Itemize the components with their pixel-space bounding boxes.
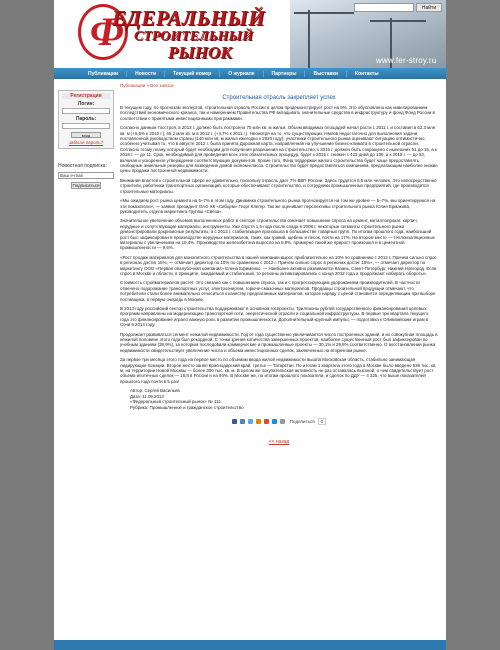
article-paragraph: Стоимость стройматериалов растет. Это связано как с повышением спроса, так и с прогрессирующим удорожанием производителей. В частности отмечено подорожание транспортных услуг, электроэнергии, горюче-смазочных материалов. Продавцы строительной продукции отмечают, что потребители стали более внимательно относиться к качеству предлагаемых материалов, которое наряду с ценой становится определяющим при выборе поставщика, в первую очередь в Москве. xyxy=(120,280,436,302)
nav-item-about[interactable]: О журнале xyxy=(220,71,263,77)
article-paragraph: «Мы ожидаем рост рынка цемента на 5–7% в этом году. Динамика строительного рынка прогнозируется на том же уровне — 5–7%, мы ориентируемся на эти показатели», — заявил президент ОАО ХК «Сибцем» Георг Клегер. Так же оценивает перспективы строительного рынка Юлия Ермакова, руководитель отдела маркетинга Группы «Свеза». xyxy=(120,198,436,214)
nav-item-contacts[interactable]: Контакты xyxy=(355,70,379,77)
nav-item-current-issue[interactable]: Текущий номер xyxy=(165,71,220,77)
more-share-icon[interactable] xyxy=(280,419,285,424)
share-label[interactable]: Поделиться xyxy=(289,418,315,424)
forgot-password-link[interactable]: забыли пароль? xyxy=(68,140,104,145)
article-paragraph: Внимания властей к строительной сфере не удивительно, поскольку отрасль дает 7% ВВП России. Здесь трудятся 5,5 млн человек. Это непосредственно строители, работники транспортных организаций, которые обеспечивают строительство, и сотрудники промышленных предприятий, где производятся строительные материалы. xyxy=(120,177,437,194)
article-paragraph: «Рост продаж материалов для монолитного строительства в нашей компании вырос приблизительно на 10% по сравнению с 2012 г. Причем сильно спрос в регионах достиг 15%, — отмечает директор по 10% по сравнению с 2012 г. Причем сильно спрос в регионах достиг 15%», — отмечает директор по маркетингу ООО «Первая опалубочная компания» Елена Ефименко. — Наиболее активно развиваются Казань, Санкт-Петербург, Нижний Новгород. Если спрос в Москве и области, в принципе, ожидаемый и стабильный, то регионы активизировались с конца 2012 года и продолжают набирать обороты». xyxy=(120,254,437,276)
article-content xyxy=(120,83,438,445)
article-author: Автор: Сергей Васильев xyxy=(130,388,180,394)
googleplus-share-icon[interactable] xyxy=(264,419,269,424)
sidebar xyxy=(58,90,114,189)
site-logo[interactable] xyxy=(112,6,282,63)
newsletter-email-input[interactable]: Ваш e-mail xyxy=(58,172,114,179)
article-date: Дата: 11.09.2013 xyxy=(130,393,164,399)
login-button[interactable]: вход xyxy=(71,132,101,138)
article-meta xyxy=(130,388,438,410)
article-paragraph: В 2013 году российский сектор строительства поддерживают в основном госпроекты. Триллионы рублей государственного финансирования целевых программ направлены на модернизацию транспортной сети, энергетической отрасли и социальной инфраструктуры. В первые три квартала текущего года это финансирование играло важную роль в развитии промышленности. Дополнительный крупный импульс — подготовка к Олимпийским играм в Сочи в 2014 году. xyxy=(120,306,429,328)
login-panel xyxy=(58,90,114,149)
article-paragraph: Значительное увеличение объемов выполненных работ в секторе строительства означает повышение спроса на цемент, металлопрокат, кирпич, нерудные и сопутствующие материалы, инструменты. Уже спустя 1,5 года после спада в 2008 г. некоторые сегменты строительного рынка демонстрировали докризисные результаты, а с 2012 г. стабилизация произошла в большинстве товарных групп. По итогам прошлого года, наибольший рост был зафиксирован в производстве нерудных материалов, таких, как гравий, щебень и песок, почти на 17%. На втором месте — теплоизоляционные материалы с увеличением на 10,4%. Производство железобетона выросло на 6,9%, примерно такой же прирост произошел и в цементной промышленности — 9,5%. xyxy=(120,218,435,251)
breadcrumb-current-link[interactable]: Все записи xyxy=(150,83,174,88)
crane-mast xyxy=(308,10,310,68)
breadcrumb-separator: » xyxy=(145,83,151,88)
share-bar xyxy=(120,418,438,425)
page xyxy=(54,0,446,650)
login-label: Логин: xyxy=(77,101,95,107)
breadcrumb xyxy=(120,83,438,88)
article-paragraph: За первое три месяца этого года на первое место по объемам ввода жилой недвижимости вышла Московская область, стабильно занимающая лидирующие позиции. Второе место занял Краснодарский край, третье — Татарстан. По итогам 1 квартала этого года в Москве было введено 636 тыс. кв. м, на территории Новой Москвы — более 300 тыс. кв. м. В целом же покупательская активность не раз оставалась высокой, о чем свидетельствует рост объема ипотечных сделок — 16,8 в России и на 94%. В Москве же, по итогам прошлого показатели, и сделок по ДДУ — 4 325, что выше показателей прошлого года почти в 5 раз! xyxy=(120,357,437,384)
password-label: Пароль: xyxy=(75,116,97,122)
crane-jib-2 xyxy=(370,20,426,22)
logo-line-3: РЫНОК xyxy=(168,43,232,62)
article-issue: «Федеральный строительный рынок» № 111 xyxy=(130,399,221,405)
breadcrumb-section-link[interactable]: Публикации xyxy=(120,83,146,88)
odnoklassniki-share-icon[interactable] xyxy=(256,419,261,424)
search-button[interactable]: Найти xyxy=(416,3,442,12)
vk-share-icon[interactable] xyxy=(240,419,245,424)
back-link[interactable]: << назад xyxy=(268,438,290,445)
article-paragraph: Продолжает развиваться сегмент нежилой недвижимости. Год от года существенно увеличивается число построенных зданий, и их совокупная площадь в нежилой половине этого года был рекордной. С точки зрения количества завершенных проектов, наиболее существенный рост был зафиксирован по учебным зданиям (38,9%), за которым последовали коммерческие и промышленные проекты — 30,1% и 29,8% соответственно. О восстановлении рынка недвижимости свидетельствует увеличение числа и объема инвестиционных сделок, заключенных на вторичном рынке. xyxy=(120,331,438,353)
footer-bar xyxy=(54,640,446,650)
password-input[interactable] xyxy=(62,123,110,129)
article-rubric: Рубрика: Промышленное и гражданское строительство xyxy=(130,404,244,410)
nav-item-exhibitions[interactable]: Выставки xyxy=(305,71,347,77)
nav-item-publications[interactable]: Публикации xyxy=(80,71,127,77)
twitter-share-icon[interactable] xyxy=(248,419,253,424)
facebook-share-icon[interactable] xyxy=(232,419,237,424)
site-header xyxy=(54,0,446,68)
main-nav xyxy=(54,68,446,79)
login-panel-title: Регистрация xyxy=(62,93,110,99)
mailru-share-icon[interactable] xyxy=(272,419,277,424)
site-url: www.fer-stroy.ru xyxy=(376,56,437,65)
article-title: Строительная отрасль закрепляет успех xyxy=(222,95,336,101)
search-input[interactable] xyxy=(354,3,414,12)
nav-item-news[interactable]: Новости xyxy=(127,71,165,77)
login-input[interactable] xyxy=(62,108,110,114)
subscribe-button[interactable]: Подписаться xyxy=(72,183,100,188)
logo-line-2: СТРОИТЕЛЬНЫЙ xyxy=(134,29,253,44)
article-paragraph: Согласно данным Госстроя, в 2013 г. должно быть построено 70 млн кв. м жилья. Объем вводимых площадей начал расти с 2011 г. и составил в 62,3 млн кв. м (+6,6% к 2010 г.), 65,2 млн кв. м в 2012 г. (+4,7% к 2011 г.). Несмотря на то, что существующих темпов недостаточно для выполнения задачи, поставленной руководством страны (140 млн кв. м жилья ежегодно к 2020 году), участники строительного рынка оценивают ситуацию оптимистично, особенно учитывая то, что в августе 2012 г. была принята Дорожная карта, направленная на улучшение бизнес-климата в строительной отрасли. Согласно этому плану, который будет необходим для получения разрешения на строительство, к 2015 г. должен быть сокращено с нынешних 51 до 15, а к 2018 г. — до 11. Срок, необходимый для проведения всех этих обязательных процедур, будет к 2015 г. снижен с 423 дней до 130, а к 2018 г. — до 53, включая и ускоренное утверждение соответствующих документов. Кроме того, Фонд поддержки жилого строительства будет чаще предоставлять свободные земельные резервы для возведения домов эконом-класса. Строительство будет предоставляться компаниям, предлагающим наиболее низкие цены продажи построенной недвижимости. xyxy=(120,125,438,174)
logo-letter: Ф xyxy=(90,9,125,54)
share-count: 0 xyxy=(318,418,327,425)
logo-line-1: ЕДЕРАЛЬНЫЙ xyxy=(112,6,266,30)
nav-item-partners[interactable]: Партнеры xyxy=(264,71,306,77)
article-paragraph: В текущем году, по прогнозам экспертов, строительная отрасль России в целом продемонстрирует рост на 9%. Это обусловлено как нивелированием последствий экономического кризиса, так и намерением Правительства РФ вкладывать значительные средства в инфраструктуру и фонд Фонд России в соответствии с принятыми инвестиционными программами. xyxy=(120,105,435,121)
newsletter-title: Новостная подписка: xyxy=(58,163,107,169)
crane-jib xyxy=(294,12,354,14)
